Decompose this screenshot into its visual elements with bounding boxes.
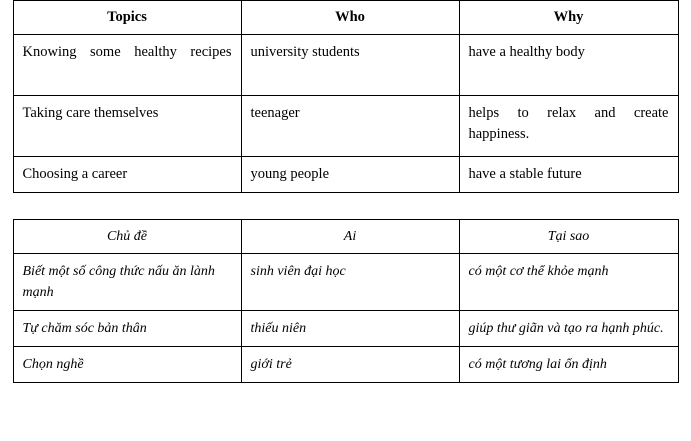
table-header-row xyxy=(13,1,678,35)
cell-who: young people xyxy=(241,157,459,193)
table-header-row xyxy=(13,220,678,254)
cell-who: teenager xyxy=(241,96,459,157)
cell-why: có một tương lai ổn định xyxy=(459,347,678,383)
topics-table-vietnamese xyxy=(13,219,679,383)
table-row xyxy=(13,311,678,347)
cell-who: sinh viên đại học xyxy=(241,254,459,311)
cell-why: have a stable future xyxy=(459,157,678,193)
table-row xyxy=(13,96,678,157)
column-header-who: Who xyxy=(241,1,459,35)
cell-who: university students xyxy=(241,35,459,96)
cell-who: thiếu niên xyxy=(241,311,459,347)
column-header-why: Why xyxy=(459,1,678,35)
column-header-chu-de: Chủ đề xyxy=(13,220,241,254)
cell-why: giúp thư giãn và tạo ra hạnh phúc. xyxy=(459,311,678,347)
table-row xyxy=(13,347,678,383)
cell-why: have a healthy body xyxy=(459,35,678,96)
cell-who: giới trẻ xyxy=(241,347,459,383)
table-row xyxy=(13,157,678,193)
cell-why: helps to relax and create happiness. xyxy=(459,96,678,157)
topics-table-english xyxy=(13,0,679,193)
cell-topic: Knowing some healthy recipes xyxy=(13,35,241,96)
column-header-topics: Topics xyxy=(13,1,241,35)
cell-topic: Chọn nghề xyxy=(13,347,241,383)
table-spacer xyxy=(0,193,691,219)
cell-topic: Biết một số công thức nấu ăn lành mạnh xyxy=(13,254,241,311)
cell-why: có một cơ thể khỏe mạnh xyxy=(459,254,678,311)
cell-topic: Choosing a career xyxy=(13,157,241,193)
cell-topic: Taking care themselves xyxy=(13,96,241,157)
table-row xyxy=(13,254,678,311)
table-row xyxy=(13,35,678,96)
column-header-tai-sao: Tại sao xyxy=(459,220,678,254)
cell-topic: Tự chăm sóc bản thân xyxy=(13,311,241,347)
column-header-ai: Ai xyxy=(241,220,459,254)
